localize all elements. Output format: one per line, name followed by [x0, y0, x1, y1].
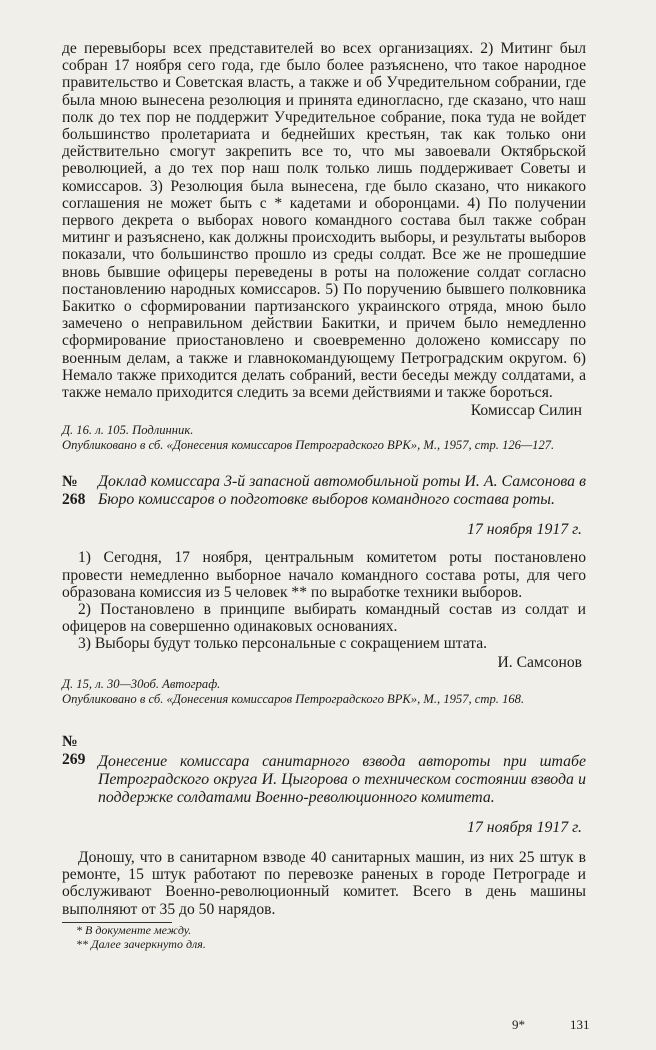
doc267-signature: Комиссар Силин: [470, 402, 582, 420]
signature-mark: 9*: [512, 1017, 525, 1032]
doc267-archive-ref: Д. 16. л. 105. Подлинник.: [62, 423, 194, 438]
doc267-source: [62, 423, 586, 453]
footnote-1: * В документе между.: [76, 922, 192, 937]
doc267-body: де перевыборы всех представителей во всех организациях. 2) Митинг был собран 17 ноября сего года, где было более разъяснено, что такое народное правительство и Советская власть, а также и об Учредительном собрании, где была мною вынесена резолюция и принята единогласно, где сказано, что наш полк до тех пор не поддержит Учредительное собрание, пока туда не войдет большинство пролетариата и беднейших крестьян, так как только они действительно смогут закрепить все то, что мы завоевали Октябрьской революцией, а до тех пор наш полк только лишь поддерживает Советы и комиссаров. 3) Резолюция была вынесена, где было сказано, что никакого соглашения не может быть с * кадетами и оборонцами. 4) По получении первого декрета о выборах нового командного состава был также собран митинг и разъяснено, как должны происходить выборы, и результаты выборов показали, что большинство прошло из среды солдат. Все же не прошедшие вновь бывшие офицеры переведены в роты на положение солдат согласно постановлению народных комиссаров. 5) По поручению бывшего полковника Бакитко о сформировании партизанского украинского отряда, мною было замечено о неправильном действии Бакитки, и причем было немедленно сформирование приостановлено и своевременно доложено комиссару по военным делам, а также и главнокомандующему Петроградским округом. 6) Немало также приходится делать собраний, вести беседы между солдатами, а также немало приходится следить за всеми действиями и также бороться.: [62, 40, 586, 402]
doc269-heading: [62, 733, 586, 807]
doc268-title: Доклад комиссара 3-й запасной автомобильной роты И. А. Самсонова в Бюро комиссаров о подготовке выборов командного состава роты.: [98, 473, 586, 509]
doc268-paragraph-2: 2) Постановлено в принципе выбирать командный состав из солдат и офицеров на совершенно одинаковых основаниях.: [62, 601, 586, 636]
doc267-publication-ref: Опубликовано в сб. «Донесения комиссаров Петроградского ВРК», М., 1957, стр. 126—127.: [62, 438, 555, 453]
document-269: [62, 733, 586, 918]
document-268: [62, 473, 586, 706]
doc269-date: 17 ноября 1917 г.: [467, 818, 582, 836]
document-267: [62, 40, 586, 453]
doc268-source: [62, 677, 586, 707]
page-number: 131: [570, 1017, 590, 1032]
doc268-body: [62, 549, 586, 652]
footnotes: [62, 922, 586, 951]
doc268-paragraph-3: 3) Выборы будут только персональные с сокращением штата.: [78, 635, 488, 653]
doc268-date: 17 ноября 1917 г.: [467, 521, 582, 539]
doc268-heading: [62, 473, 586, 509]
doc268-paragraph-1: 1) Сегодня, 17 ноября, центральным комитетом роты постановлено провести немедленно выборное начало командного состава роты, для чего образована комиссия из 5 человек ** по выработке техники выборов.: [62, 549, 586, 601]
doc268-number: № 268: [62, 473, 86, 509]
doc269-number: № 269: [62, 732, 86, 768]
doc269-title: Донесение комиссара санитарного взвода автороты при штабе Петроградского округа И. Цыгорова о техническом состоянии взвода и поддержке солдатами Военно-революционного комитета.: [98, 752, 586, 806]
doc268-publication-ref: Опубликовано в сб. «Донесения комиссаров Петроградского ВРК», М., 1957, стр. 168.: [62, 691, 525, 706]
doc268-signature: И. Самсонов: [497, 653, 582, 671]
footnote-2: ** Далее зачеркнуто для.: [76, 936, 206, 951]
doc268-archive-ref: Д. 15, л. 30—30об. Автограф.: [62, 676, 221, 691]
doc269-body: Доношу, что в санитарном взводе 40 санитарных машин, из них 25 штук в ремонте, 15 штук работают по перевозке раненых в городе Петрограде и обслуживают Военно-революционный комитет. Всего в день машины выполняют от 35 до 50 нарядов.: [62, 848, 586, 918]
